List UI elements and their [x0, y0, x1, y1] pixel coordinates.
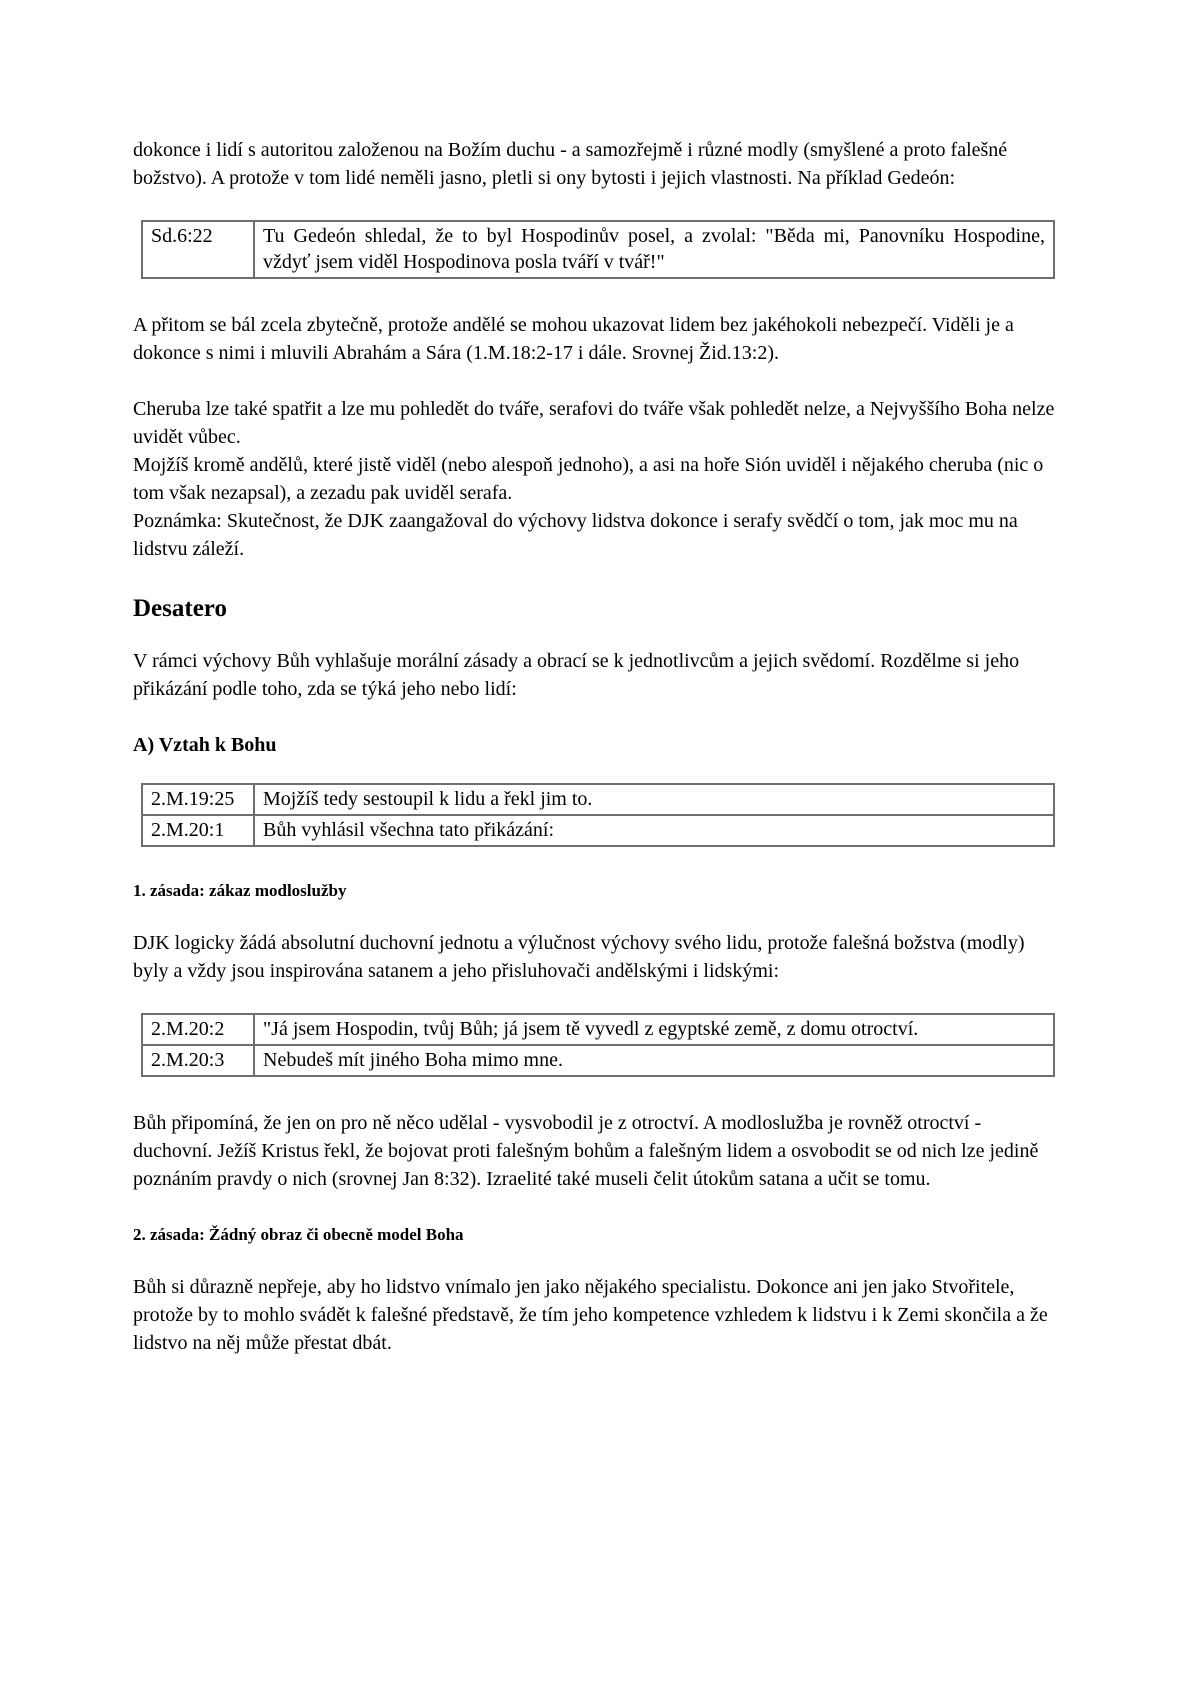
paragraph-moses: Mojžíš kromě andělů, které jistě viděl (nebo alespoň jednoho), a asi na hoře Sión uviděl i nějakého cheruba (nic o tom však nezapsal), a zezadu pak uviděl serafa. [133, 454, 1044, 504]
verse-text: Bůh vyhlásil všechna tato přikázání: [254, 815, 1054, 846]
verse-text: Tu Gedeón shledal, že to byl Hospodinův posel, a zvolal: "Běda mi, Panovníku Hospodine, vždyť jsem viděl Hospodinova posla tváří v tvář!" [254, 221, 1054, 278]
paragraph-note: Poznámka: Skutečnost, že DJK zaangažoval do výchovy lidstva dokonce i serafy svědčí o tom, jak moc mu na lidstvu záleží. [133, 510, 1018, 560]
heading-principle-2: 2. zásada: Žádný obraz či obecně model Boha [133, 1225, 464, 1244]
paragraph-djk: DJK logicky žádá absolutní duchovní jednotu a výlučnost výchovy svého lidu, protože falešná božstva (modly) byly a vždy jsou inspirována satanem a jeho přisluhovači andělskými i lidskými: [133, 932, 1025, 982]
paragraph-no-image: Bůh si důrazně nepřeje, aby ho lidstvo vnímalo jen jako nějakého specialistu. Dokonce ani jen jako Stvořitele, protože by to mohlo svádět k falešné představě, že tím jeho kompetence vzhledem k lidstvu i k Zemi skončila a že lidstvo na něj může přestat dbát. [133, 1276, 1048, 1354]
scripture-table-gideon [141, 220, 1055, 279]
table-row [142, 784, 1054, 815]
verse-text: Mojžíš tedy sestoupil k lidu a řekl jim to. [254, 784, 1054, 815]
paragraph-reminder: Bůh připomíná, že jen on pro ně něco udělal - vysvobodil je z otroctví. A modloslužba je rovněž otroctví - duchovní. Ježíš Kristus řekl, že bojovat proti falešným bohům a falešným lidem a osvobodit se od nich lze jedině poznáním pravdy o nich (srovnej Jan 8:32). Izraelité také museli čelit útokům satana a učit se tomu. [133, 1112, 1039, 1190]
scripture-table-commandments-intro [141, 783, 1055, 847]
heading-relation-to-god: A) Vztah k Bohu [133, 734, 277, 756]
table-row [142, 1045, 1054, 1076]
verse-reference: 2.M.20:3 [142, 1045, 254, 1076]
verse-reference: 2.M.20:1 [142, 815, 254, 846]
paragraph-intro: dokonce i lidí s autoritou založenou na Božím duchu - a samozřejmě i různé modly (smyšlené a proto falešné božstvo). A protože v tom lidé neměli jasno, pletli si ony bytosti i jejich vlastnosti. Na příklad Gedeón: [133, 139, 1008, 189]
verse-text: Nebudeš mít jiného Boha mimo mne. [254, 1045, 1054, 1076]
verse-reference: 2.M.19:25 [142, 784, 254, 815]
paragraph-cherub: Cheruba lze také spatřit a lze mu pohledět do tváře, serafovi do tváře však pohledět nelze, a Nejvyššího Boha nelze uvidět vůbec. [133, 398, 1055, 448]
heading-principle-1: 1. zásada: zákaz modloslužby [133, 881, 347, 900]
table-row [142, 221, 1054, 278]
verse-text: "Já jsem Hospodin, tvůj Bůh; já jsem tě vyvedl z egyptské země, z domu otroctví. [254, 1014, 1054, 1045]
paragraph-desatero-intro: V rámci výchovy Bůh vyhlašuje morální zásady a obrací se k jednotlivcům a jejich svědomí. Rozdělme si jeho přikázání podle toho, zda se týká jeho nebo lidí: [133, 650, 1020, 700]
table-row [142, 815, 1054, 846]
verse-reference: Sd.6:22 [142, 221, 254, 278]
heading-desatero: Desatero [133, 595, 227, 622]
paragraph-group-cherub [133, 395, 1057, 563]
paragraph-angels-visible: A přitom se bál zcela zbytečně, protože andělé se mohou ukazovat lidem bez jakéhokoli nebezpečí. Viděli je a dokonce s nimi i mluvili Abrahám a Sára (1.M.18:2-17 i dále. Srovnej Žid.13:2). [133, 314, 1014, 364]
table-row [142, 1014, 1054, 1045]
verse-reference: 2.M.20:2 [142, 1014, 254, 1045]
scripture-table-first-commandment [141, 1013, 1055, 1077]
